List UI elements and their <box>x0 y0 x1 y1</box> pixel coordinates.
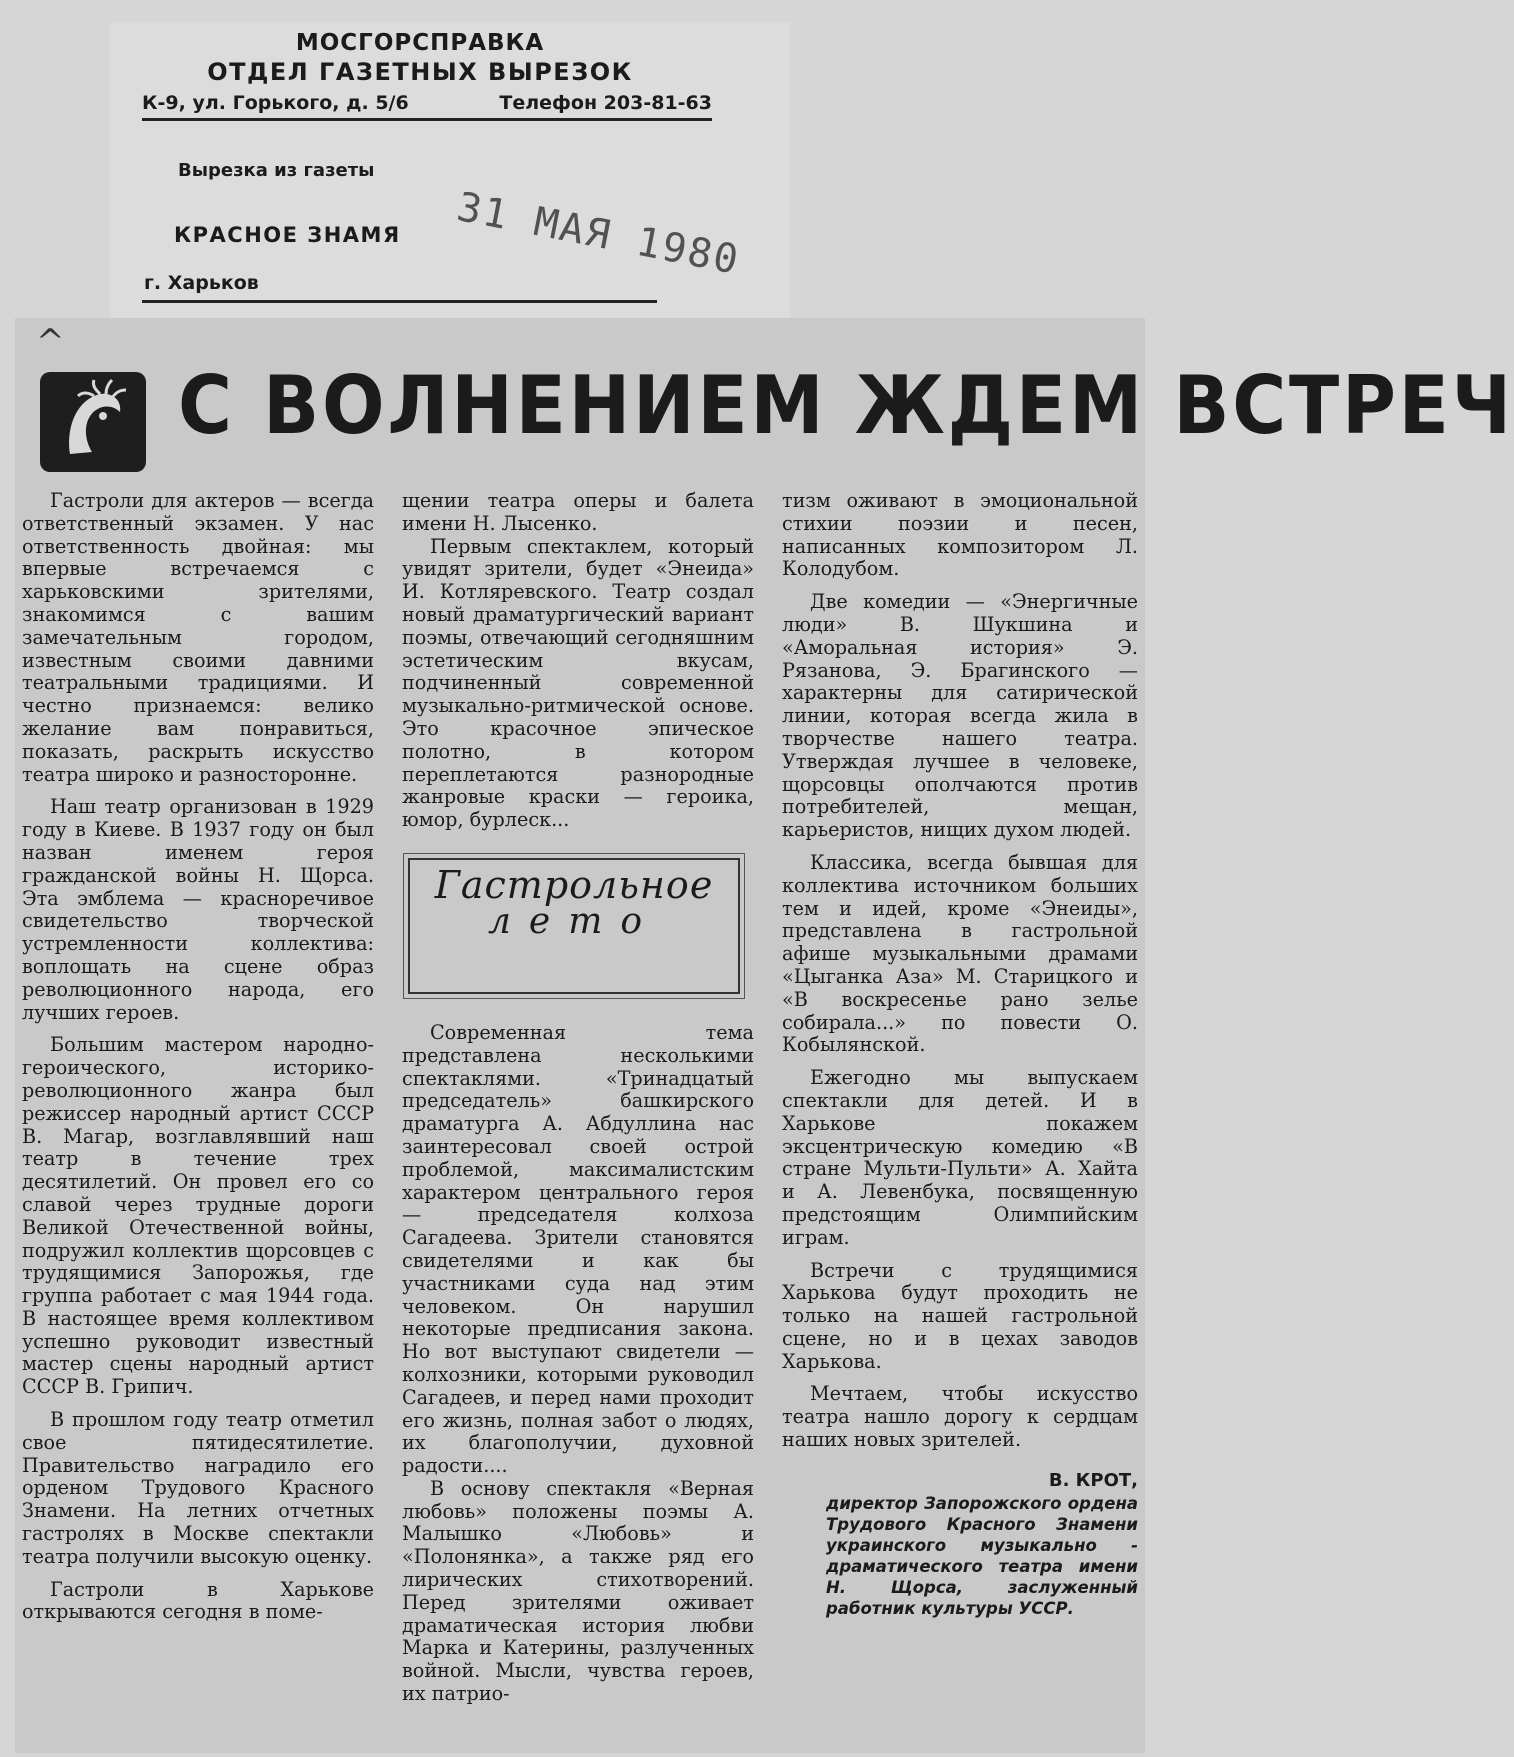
paragraph: щении театра оперы и балета имени Н. Лысенко. <box>402 489 754 535</box>
date-stamp: 31 МАЯ 1980 <box>453 184 744 284</box>
rubric-box <box>408 858 740 994</box>
paragraph: Ежегодно мы выпускаем спектакли для детей. И в Харькове покажем эксцентрическую комедию «В стране Мульти-Пульти» А. Хайта и А. Левенбука, посвященную предстоящим Олимпийским играм. <box>782 1066 1138 1249</box>
paragraph: Встречи с трудящимися Харькова будут проходить не только на нашей гастрольной сцене, но и в цехах заводов Харькова. <box>782 1258 1138 1373</box>
newspaper-name: КРАСНОЕ ЗНАМЯ <box>174 223 401 247</box>
rubric-title-line2: лето <box>487 900 661 942</box>
paragraph: Первым спектаклем, который увидят зрители, будет «Энеида» И. Котляревского. Театр создал новый драматургический вариант поэмы, отвечающий сегодняшним эстетическим вкусам, подчиненный современной музыкально-ритмической основе. Это красочное эпическое полотно, в котором переплетаются разнородные жанровые краски — героика, юмор, бурлеск... <box>402 534 754 832</box>
theatre-emblem-logo <box>40 372 146 472</box>
author-title: директор Запорожского ордена Трудового Красного Знамени украинского музыкально - драматического театра имени Н. Щорса, заслуженный работник культуры УССР. <box>826 1493 1138 1618</box>
paragraph: Наш театр организован в 1929 году в Киеве. В 1937 году он был назван именем героя гражданской войны Н. Щорса. Эта эмблема — красноречивое свидетельство творческой устремленности коллектива: воплощать на сцене образ революционного народа, его лучших героев. <box>22 795 374 1024</box>
paragraph: Большим мастером народно-героического, историко-революционного жанра был режиссер народный артист СССР В. Магар, возглавлявший наш театр в течение трех десятилетий. Он провел его со славой через трудные дороги Великой Отечественной войны, подружил коллектив щорсовцев с трудящимися Запорожья, где группа работает с мая 1944 года. В настоящее время коллективом успешно руководит известный мастер сцены народный артист СССР В. Грипич. <box>22 1033 374 1399</box>
paragraph: Две комедии — «Энергичные люди» В. Шукшина и «Аморальная история» Э. Рязанова, Э. Брагинского — характерны для сатирической линии, которая всегда жила в творчестве нашего театра. Утверждая лучшее в человеке, щорсовцы ополчаются против потребителей, мещан, карьеристов, нищих духом людей. <box>782 590 1138 842</box>
service-address-line <box>142 92 712 121</box>
rubric-title-line1: Гастрольное <box>434 862 714 907</box>
newspaper-city: г. Харьков <box>144 272 259 294</box>
paragraph: Гастроли в Харькове открываются сегодня в поме- <box>22 1577 374 1624</box>
paragraph: В основу спектакля «Верная любовь» положены поэмы А. Малышко «Любовь» и «Полонянка», а также ряд его лирических стихотворений. Перед зрителями оживает драматическая история любви Марка и Катерины, разлученных войной. Мысли, чувства героев, их патрио- <box>402 1476 754 1706</box>
paragraph: Гастроли для актеров — всегда ответственный экзамен. У нас ответственность двойная: мы впервые встречаемся с харьковскими зрителями, знакомимся с вашим замечательным городом, известным своими давними театральными традициями. И честно признаемся: велико желание вам понравиться, показать, раскрыть искусство театра широко и разносторонне. <box>22 489 374 786</box>
article-column-1 <box>22 490 374 1624</box>
paragraph: В прошлом году театр отметил свое пятидесятилетие. Правительство наградило его орденом Трудового Красного Знамени. На летних отчетных гастролях в Москве спектакли театра получили высокую оценку. <box>22 1408 374 1568</box>
service-org-name: МОСГОРСПРАВКА <box>295 30 545 56</box>
article-column-3 <box>782 490 1138 1619</box>
paragraph: тизм оживают в эмоциональной стихии поэзии и песен, написанных композитором Л. Колодубом. <box>782 489 1138 581</box>
clipping-label: Вырезка из газеты <box>178 160 375 181</box>
service-phone: Телефон 203-81-63 <box>499 92 712 114</box>
slip-divider <box>142 300 657 303</box>
paragraph: Мечтаем, чтобы искусство театра нашло дорогу к сердцам наших новых зрителей. <box>782 1382 1138 1452</box>
service-address: К-9, ул. Горького, д. 5/6 <box>142 92 409 114</box>
article-headline: С ВОЛНЕНИЕМ ЖДЕМ ВСТРЕЧ <box>178 359 1514 452</box>
service-dept-name: ОТДЕЛ ГАЗЕТНЫХ ВЫРЕЗОК <box>207 58 633 86</box>
author-name: В. КРОТ, <box>1048 1469 1138 1491</box>
paragraph: Современная тема представлена несколькими спектаклями. «Тринадцатый председатель» башкирского драматурга А. Абдуллина нас заинтересовал своей острой проблемой, максималистским характером центрального героя — председателя колхоза Сагадеева. Зрители становятся свидетелями и как бы участниками суда над этим человеком. Он нарушил некоторые предписания закона. Но вот выступают свидетели — колхозники, которыми руководил Сагадеев, и перед нами проходит его жизнь, полная забот о людях, их благополучии, духовной радости.... <box>402 1020 754 1478</box>
pencil-mark: ^ <box>36 322 65 362</box>
paragraph: Классика, всегда бывшая для коллектива источником больших тем и идей, кроме «Энеиды», представлена в гастрольной афише музыкальными драмами «Цыганка Аза» М. Старицкого и «В воскресенье рано зелье собирала...» по повести О. Кобылянской. <box>782 850 1138 1057</box>
article-column-2 <box>402 490 754 1706</box>
